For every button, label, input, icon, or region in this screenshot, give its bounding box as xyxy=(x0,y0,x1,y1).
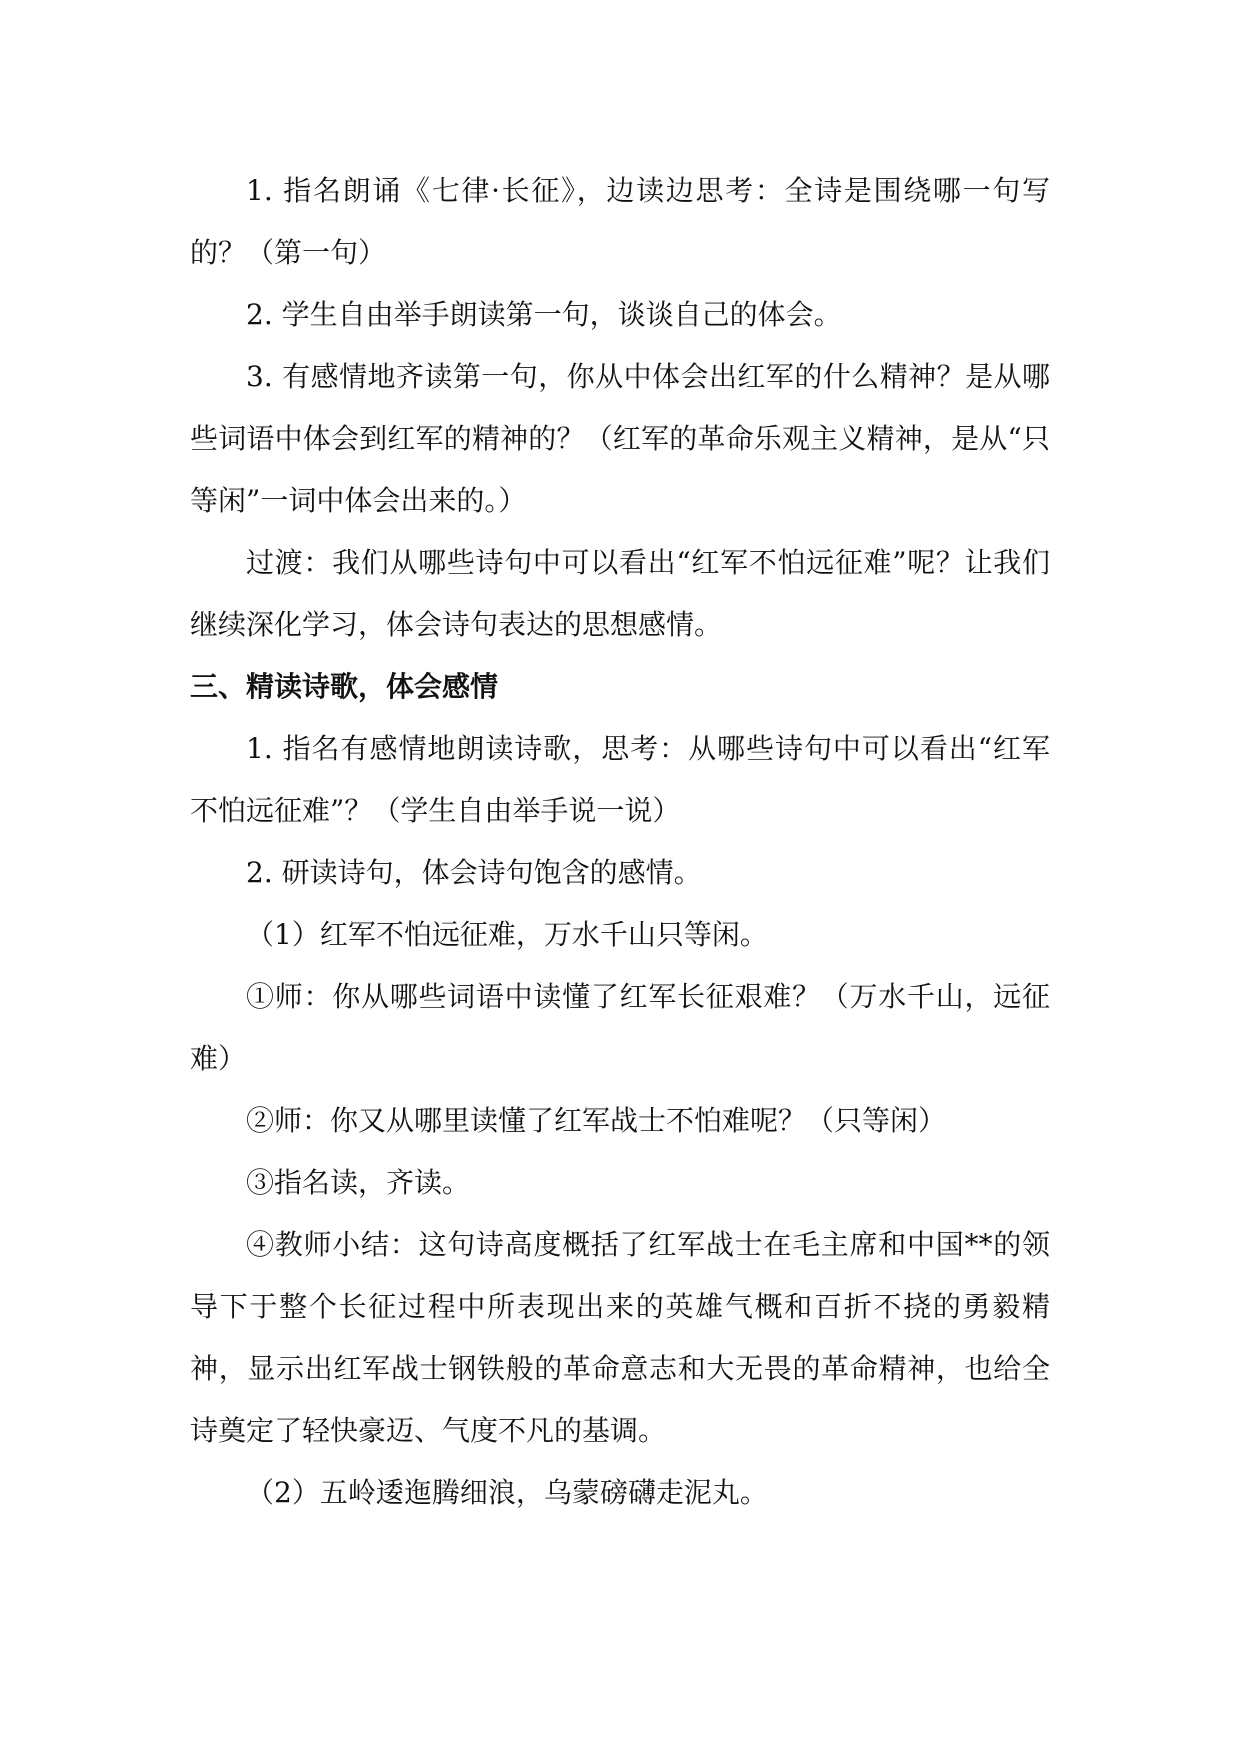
paragraph-4: 1. 指名有感情地朗读诗歌，思考：从哪些诗句中可以看出“红军不怕远征难”？（学生自由举手说一说） xyxy=(190,732,1050,827)
paragraph-3: 3. 有感情地齐读第一句，你从中体会出红军的什么精神？是从哪些词语中体会到红军的精神的？（红军的革命乐观主义精神，是从“只等闲”一词中体会出来的。） xyxy=(190,360,1050,517)
section-heading: 三、精读诗歌，体会感情 xyxy=(190,670,499,703)
paragraph-2: 2. 学生自由举手朗读第一句，谈谈自己的体会。 xyxy=(246,298,842,331)
transition-paragraph: 过渡：我们从哪些诗句中可以看出“红军不怕远征难”呢？让我们继续深化学习，体会诗句表达的思想感情。 xyxy=(190,546,1050,641)
document-page xyxy=(190,160,1050,1524)
teacher-summary: ④教师小结：这句诗高度概括了红军战士在毛主席和中国**的领导下于整个长征过程中所表现出来的英雄气概和百折不挠的勇毅精神，显示出红军战士钢铁般的革命意志和大无畏的革命精神，也给全诗奠定了轻快豪迈、气度不凡的基调。 xyxy=(190,1228,1050,1447)
reading-instruction: ③指名读，齐读。 xyxy=(246,1166,471,1199)
paragraph-5: 2. 研读诗句，体会诗句饱含的感情。 xyxy=(246,856,702,889)
paragraph-1: 1. 指名朗诵《七律·长征》，边读边思考：全诗是围绕哪一句写的？（第一句） xyxy=(190,174,1050,269)
teacher-question-2: ②师：你又从哪里读懂了红军战士不怕难呢？（只等闲） xyxy=(246,1104,947,1137)
teacher-question-1: ①师：你从哪些词语中读懂了红军长征艰难？（万水千山，远征难） xyxy=(190,980,1050,1075)
poem-line-2: （2）五岭逶迤腾细浪，乌蒙磅礴走泥丸。 xyxy=(246,1476,768,1509)
poem-line-1: （1）红军不怕远征难，万水千山只等闲。 xyxy=(246,918,768,951)
